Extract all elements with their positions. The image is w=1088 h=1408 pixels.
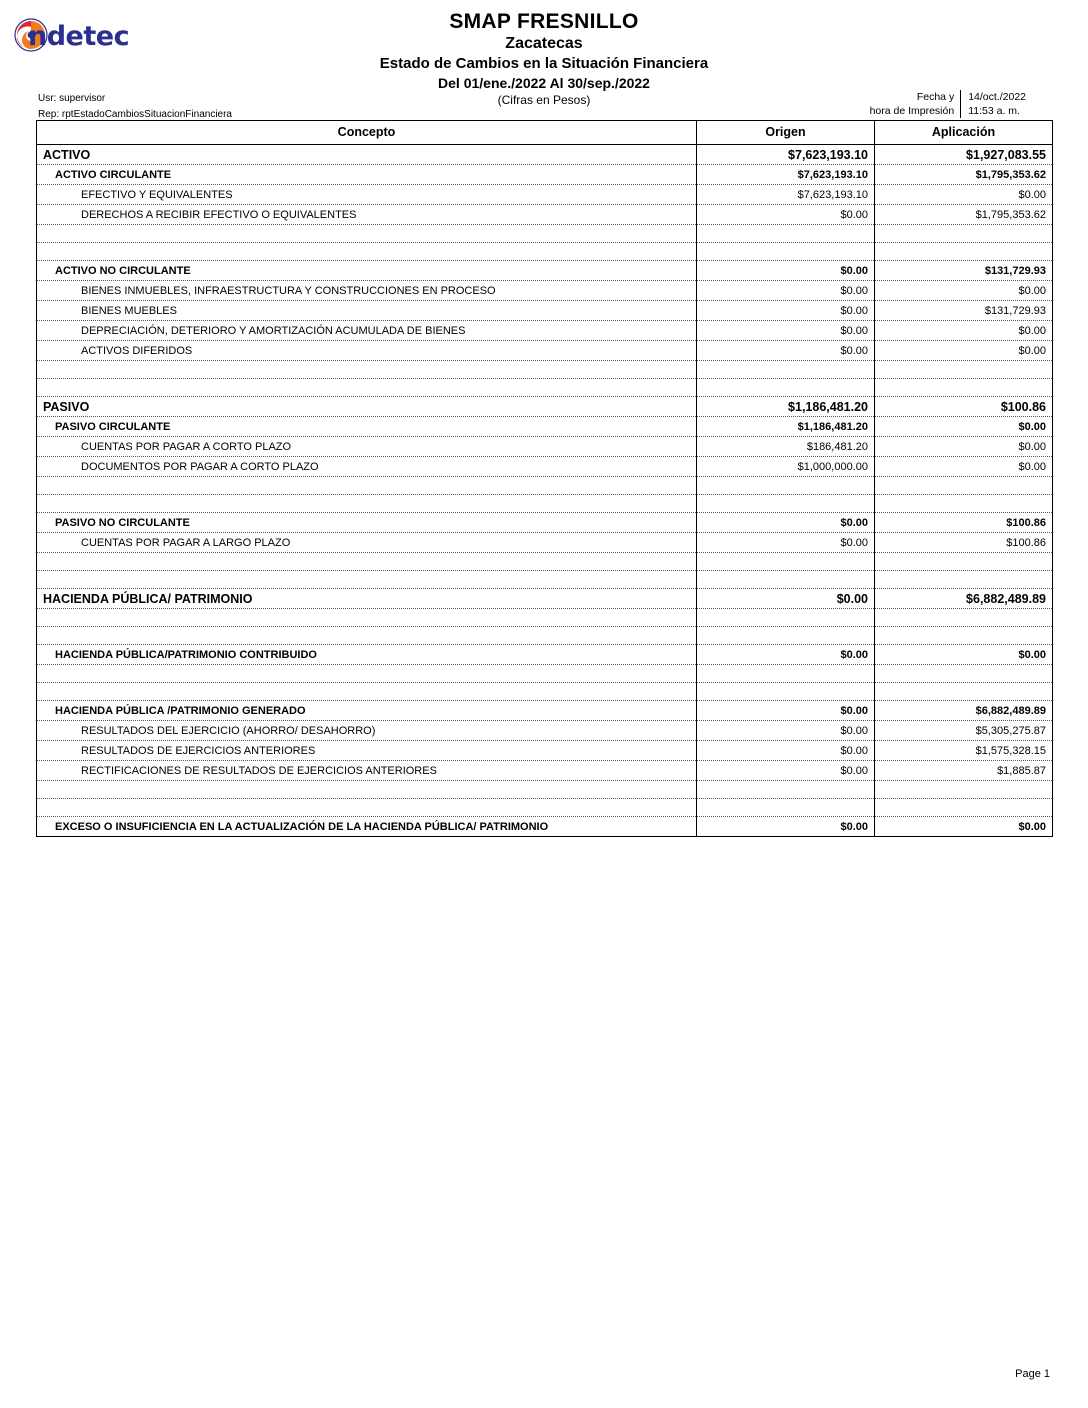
table-spacer-row (37, 477, 1053, 495)
cell-aplicacion: $6,882,489.89 (875, 701, 1053, 721)
report-table-wrap (36, 120, 1052, 837)
print-date: 14/oct./2022 (968, 91, 1026, 103)
table-spacer-row (37, 665, 1053, 683)
spacer-cell (875, 665, 1053, 683)
cell-origen: $0.00 (697, 321, 875, 341)
cell-concepto: DOCUMENTOS POR PAGAR A CORTO PLAZO (37, 457, 697, 477)
spacer-cell (37, 225, 697, 243)
user-label: Usr: supervisor (38, 93, 106, 104)
cell-aplicacion: $1,927,083.55 (875, 145, 1053, 165)
spacer-cell (697, 243, 875, 261)
table-spacer-row (37, 495, 1053, 513)
table-row (37, 589, 1053, 609)
print-values (961, 90, 1026, 118)
report-name: Estado de Cambios en la Situación Financiera (379, 55, 709, 72)
table-spacer-row (37, 627, 1053, 645)
report-table (36, 120, 1053, 837)
cell-concepto: ACTIVO NO CIRCULANTE (37, 261, 697, 281)
cell-aplicacion: $0.00 (875, 645, 1053, 665)
cell-origen: $0.00 (697, 533, 875, 553)
table-spacer-row (37, 799, 1053, 817)
spacer-cell (875, 781, 1053, 799)
cell-origen: $0.00 (697, 281, 875, 301)
table-row (37, 437, 1053, 457)
cell-origen: $0.00 (697, 589, 875, 609)
table-spacer-row (37, 225, 1053, 243)
cell-origen: $0.00 (697, 817, 875, 837)
table-spacer-row (37, 571, 1053, 589)
table-spacer-row (37, 683, 1053, 701)
column-header-origen: Origen (697, 121, 875, 145)
table-row (37, 321, 1053, 341)
table-row (37, 341, 1053, 361)
table-row (37, 145, 1053, 165)
cell-aplicacion: $0.00 (875, 417, 1053, 437)
report-period: Del 01/ene./2022 Al 30/sep./2022 (438, 75, 650, 91)
table-row (37, 281, 1053, 301)
cell-origen: $7,623,193.10 (697, 165, 875, 185)
spacer-cell (697, 609, 875, 627)
cell-aplicacion: $5,305,275.87 (875, 721, 1053, 741)
cell-aplicacion: $131,729.93 (875, 301, 1053, 321)
cell-origen: $0.00 (697, 741, 875, 761)
org-title: SMAP FRESNILLO (449, 10, 639, 33)
spacer-cell (697, 683, 875, 701)
cell-concepto: ACTIVO CIRCULANTE (37, 165, 697, 185)
report-meta-right (870, 90, 1026, 118)
cell-origen: $0.00 (697, 721, 875, 741)
table-spacer-row (37, 361, 1053, 379)
table-row (37, 457, 1053, 477)
table-row (37, 261, 1053, 281)
cell-origen: $186,481.20 (697, 437, 875, 457)
table-header-row (37, 121, 1053, 145)
spacer-cell (697, 571, 875, 589)
spacer-cell (697, 379, 875, 397)
table-row (37, 301, 1053, 321)
cell-origen: $0.00 (697, 261, 875, 281)
spacer-cell (37, 609, 697, 627)
column-header-concepto: Concepto (37, 121, 697, 145)
cell-concepto: CUENTAS POR PAGAR A LARGO PLAZO (37, 533, 697, 553)
spacer-cell (697, 225, 875, 243)
spacer-cell (37, 781, 697, 799)
cell-aplicacion: $0.00 (875, 457, 1053, 477)
table-row (37, 165, 1053, 185)
table-row (37, 645, 1053, 665)
cell-aplicacion: $0.00 (875, 321, 1053, 341)
cell-concepto: RESULTADOS DEL EJERCICIO (AHORRO/ DESAHORRO) (37, 721, 697, 741)
cell-concepto: BIENES MUEBLES (37, 301, 697, 321)
print-label-line1: Fecha y (916, 91, 955, 103)
table-spacer-row (37, 379, 1053, 397)
report-units: (Cifras en Pesos) (497, 93, 591, 107)
spacer-cell (697, 361, 875, 379)
spacer-cell (697, 477, 875, 495)
report-header (0, 0, 1088, 118)
spacer-cell (875, 571, 1053, 589)
org-subtitle: Zacatecas (505, 35, 583, 52)
spacer-cell (875, 361, 1053, 379)
spacer-cell (875, 627, 1053, 645)
cell-concepto: HACIENDA PÚBLICA/PATRIMONIO CONTRIBUIDO (37, 645, 697, 665)
table-row (37, 721, 1053, 741)
cell-origen: $0.00 (697, 701, 875, 721)
cell-aplicacion: $0.00 (875, 437, 1053, 457)
cell-origen: $7,623,193.10 (697, 185, 875, 205)
cell-origen: $0.00 (697, 341, 875, 361)
cell-concepto: EFECTIVO Y EQUIVALENTES (37, 185, 697, 205)
cell-origen: $1,000,000.00 (697, 457, 875, 477)
report-id-label: Rep: rptEstadoCambiosSituacionFinanciera (38, 109, 232, 120)
spacer-cell (37, 571, 697, 589)
spacer-cell (697, 799, 875, 817)
cell-origen: $1,186,481.20 (697, 397, 875, 417)
cell-aplicacion: $100.86 (875, 533, 1053, 553)
cell-origen: $7,623,193.10 (697, 145, 875, 165)
cell-origen: $0.00 (697, 645, 875, 665)
cell-concepto: DERECHOS A RECIBIR EFECTIVO O EQUIVALENTES (37, 205, 697, 225)
spacer-cell (875, 477, 1053, 495)
cell-aplicacion: $1,885.87 (875, 761, 1053, 781)
spacer-cell (37, 243, 697, 261)
table-body (37, 145, 1053, 837)
spacer-cell (37, 379, 697, 397)
cell-concepto: PASIVO (37, 397, 697, 417)
cell-concepto: HACIENDA PÚBLICA/ PATRIMONIO (37, 589, 697, 609)
spacer-cell (37, 553, 697, 571)
table-row (37, 817, 1053, 837)
print-labels (870, 90, 962, 118)
spacer-cell (697, 665, 875, 683)
spacer-cell (875, 225, 1053, 243)
cell-concepto: ACTIVOS DIFERIDOS (37, 341, 697, 361)
cell-concepto: PASIVO CIRCULANTE (37, 417, 697, 437)
spacer-cell (697, 553, 875, 571)
cell-concepto: BIENES INMUEBLES, INFRAESTRUCTURA Y CONSTRUCCIONES EN PROCESO (37, 281, 697, 301)
spacer-cell (875, 243, 1053, 261)
table-row (37, 741, 1053, 761)
table-row (37, 701, 1053, 721)
table-row (37, 417, 1053, 437)
table-spacer-row (37, 609, 1053, 627)
column-header-aplicacion: Aplicación (875, 121, 1053, 145)
cell-concepto: RESULTADOS DE EJERCICIOS ANTERIORES (37, 741, 697, 761)
cell-aplicacion: $1,575,328.15 (875, 741, 1053, 761)
table-row (37, 513, 1053, 533)
table-row (37, 533, 1053, 553)
cell-concepto: PASIVO NO CIRCULANTE (37, 513, 697, 533)
cell-origen: $0.00 (697, 513, 875, 533)
print-time: 11:53 a. m. (968, 105, 1020, 117)
spacer-cell (875, 799, 1053, 817)
cell-aplicacion: $0.00 (875, 817, 1053, 837)
spacer-cell (37, 495, 697, 513)
report-meta-left (38, 92, 232, 122)
spacer-cell (875, 683, 1053, 701)
cell-aplicacion: $1,795,353.62 (875, 165, 1053, 185)
cell-aplicacion: $1,795,353.62 (875, 205, 1053, 225)
spacer-cell (875, 379, 1053, 397)
spacer-cell (697, 627, 875, 645)
spacer-cell (875, 495, 1053, 513)
cell-aplicacion: $0.00 (875, 185, 1053, 205)
cell-origen: $1,186,481.20 (697, 417, 875, 437)
cell-concepto: DEPRECIACIÓN, DETERIORO Y AMORTIZACIÓN ACUMULADA DE BIENES (37, 321, 697, 341)
cell-origen: $0.00 (697, 761, 875, 781)
table-spacer-row (37, 243, 1053, 261)
cell-concepto: HACIENDA PÚBLICA /PATRIMONIO GENERADO (37, 701, 697, 721)
cell-concepto: CUENTAS POR PAGAR A CORTO PLAZO (37, 437, 697, 457)
table-spacer-row (37, 781, 1053, 799)
table-row (37, 185, 1053, 205)
spacer-cell (37, 683, 697, 701)
table-row (37, 761, 1053, 781)
cell-concepto: RECTIFICACIONES DE RESULTADOS DE EJERCICIOS ANTERIORES (37, 761, 697, 781)
table-row (37, 397, 1053, 417)
cell-concepto: EXCESO O INSUFICIENCIA EN LA ACTUALIZACIÓN DE LA HACIENDA PÚBLICA/ PATRIMONIO (37, 817, 697, 837)
spacer-cell (697, 495, 875, 513)
spacer-cell (37, 665, 697, 683)
spacer-cell (37, 477, 697, 495)
cell-origen: $0.00 (697, 301, 875, 321)
page-footer: Page 1 (1015, 1368, 1050, 1380)
cell-concepto: ACTIVO (37, 145, 697, 165)
cell-aplicacion: $131,729.93 (875, 261, 1053, 281)
print-label-line2: hora de Impresión (869, 105, 955, 117)
cell-aplicacion: $0.00 (875, 341, 1053, 361)
table-spacer-row (37, 553, 1053, 571)
cell-aplicacion: $100.86 (875, 397, 1053, 417)
cell-origen: $0.00 (697, 205, 875, 225)
spacer-cell (37, 799, 697, 817)
spacer-cell (875, 553, 1053, 571)
spacer-cell (875, 609, 1053, 627)
cell-aplicacion: $6,882,489.89 (875, 589, 1053, 609)
spacer-cell (697, 781, 875, 799)
cell-aplicacion: $100.86 (875, 513, 1053, 533)
table-header (37, 121, 1053, 145)
cell-aplicacion: $0.00 (875, 281, 1053, 301)
logo-wordmark: ndetec (28, 21, 130, 52)
table-row (37, 205, 1053, 225)
spacer-cell (37, 361, 697, 379)
spacer-cell (37, 627, 697, 645)
